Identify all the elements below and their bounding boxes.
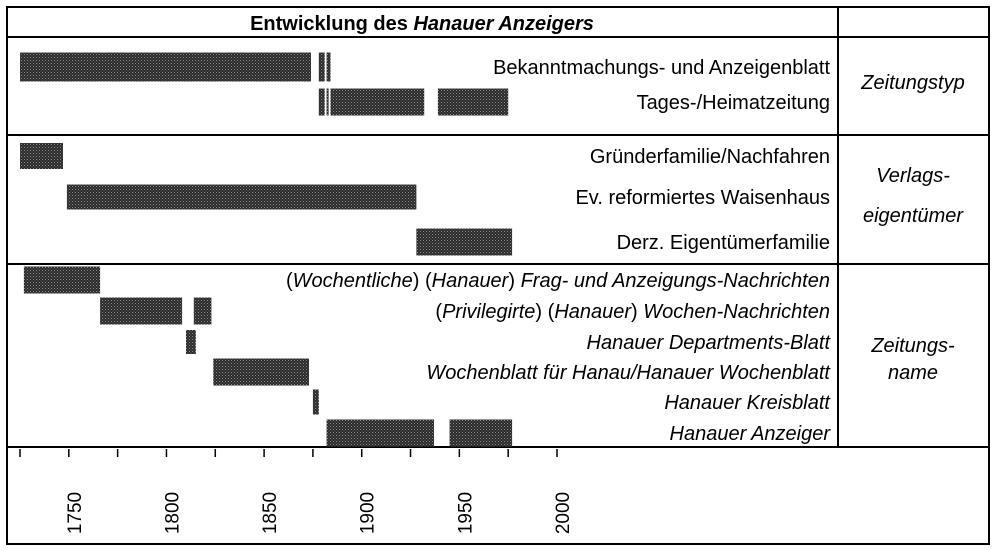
row-label-g1-r2 bbox=[637, 92, 830, 114]
row-label-part: Gründerfamilie/Nachfahren bbox=[589, 146, 830, 168]
bar-g1-r2-s1 bbox=[319, 89, 325, 116]
bar-g3-r2-s1 bbox=[100, 298, 182, 325]
row-label-part: Hanauer Departments-Blatt bbox=[586, 332, 830, 354]
row-label-part: ) bbox=[631, 301, 644, 323]
chart-title bbox=[250, 13, 594, 35]
row-label-part: ( bbox=[286, 270, 293, 292]
row-label-g2-r1 bbox=[590, 146, 830, 168]
row-label-part: Wochenblatt für Hanau/Hanauer Wochenblatt bbox=[426, 362, 830, 384]
chart-title-emphasis: Hanauer Anzeigers bbox=[413, 13, 594, 35]
row-label-part: Frag- und Anzeigungs-Nachrichten bbox=[520, 270, 830, 292]
bar-g1-r1-s3 bbox=[327, 53, 331, 82]
row-label-part: ) bbox=[508, 270, 521, 292]
row-label-g3-r3 bbox=[587, 332, 832, 354]
group-label-2-line-1: Verlags- bbox=[876, 165, 950, 187]
tick-label-1950: 1950 bbox=[455, 491, 477, 535]
bar-g3-r1-s1 bbox=[24, 267, 100, 294]
row-label-part: Bekanntmachungs- und Anzeigenblatt bbox=[493, 57, 830, 79]
bar-g2-r1-s1 bbox=[20, 143, 63, 169]
row-label-part: Hanauer bbox=[431, 270, 509, 292]
group-label-3-line-2: name bbox=[887, 362, 939, 384]
bar-g3-r5-s1 bbox=[313, 390, 319, 415]
bar-g3-r3-s1 bbox=[186, 330, 196, 354]
bar-g1-r1-s1 bbox=[20, 53, 311, 82]
row-label-g2-r2 bbox=[575, 187, 830, 209]
tick-label-1900: 1900 bbox=[357, 491, 379, 535]
row-label-g3-r1 bbox=[286, 270, 830, 292]
row-label-g1-r1 bbox=[493, 57, 830, 79]
bar-g2-r3-s1 bbox=[416, 229, 512, 256]
bar-g1-r2-s2 bbox=[327, 89, 329, 116]
row-label-g3-r6 bbox=[670, 423, 832, 445]
group-label-2-line-2: eigentümer bbox=[862, 205, 964, 227]
row-label-part: Wochen-Nachrichten bbox=[643, 301, 830, 323]
bar-g3-r4-s1 bbox=[213, 359, 309, 386]
bar-g3-r6-s1 bbox=[327, 420, 434, 447]
group-label-3-line-1: Zeitungs- bbox=[871, 335, 955, 357]
row-label-part: ) ( bbox=[412, 270, 432, 292]
tick-label-1750: 1750 bbox=[64, 491, 86, 535]
tick-label-1800: 1800 bbox=[162, 491, 184, 535]
row-label-g3-r2 bbox=[435, 301, 830, 323]
tick-label-1850: 1850 bbox=[260, 491, 282, 535]
row-label-part: Hanauer Kreisblatt bbox=[664, 392, 830, 414]
row-label-part: Ev. reformiertes Waisenhaus bbox=[575, 187, 830, 209]
x-axis bbox=[20, 449, 574, 534]
row-label-part: ( bbox=[435, 301, 443, 323]
row-label-part: Hanauer bbox=[554, 301, 632, 323]
row-label-g3-r4 bbox=[426, 362, 831, 384]
row-label-g3-r5 bbox=[664, 392, 831, 414]
group-label-layer bbox=[860, 72, 964, 384]
bar-g1-r1-s2 bbox=[319, 53, 325, 82]
bar-g2-r2-s1 bbox=[67, 185, 417, 210]
tick-label-2000: 2000 bbox=[553, 491, 575, 535]
bar-layer bbox=[20, 53, 512, 447]
row-label-part: ) ( bbox=[535, 301, 555, 323]
chart-title-prefix: Entwicklung des bbox=[250, 13, 408, 35]
row-label-part: Hanauer Anzeiger bbox=[669, 423, 830, 445]
row-label-part: Wochentliche bbox=[292, 270, 413, 292]
bar-g3-r2-s2 bbox=[194, 298, 212, 325]
bar-g3-r6-s2 bbox=[450, 420, 512, 447]
bar-g1-r2-s3 bbox=[331, 89, 425, 116]
group-label-1-line-1: Zeitungstyp bbox=[861, 72, 965, 94]
row-label-g2-r3 bbox=[617, 232, 830, 254]
row-label-part: Privilegirte bbox=[442, 301, 536, 323]
row-label-part: Derz. Eigentümerfamilie bbox=[616, 232, 830, 254]
row-label-part: Tages-/Heimatzeitung bbox=[636, 92, 830, 114]
bar-g1-r2-s4 bbox=[438, 89, 508, 116]
